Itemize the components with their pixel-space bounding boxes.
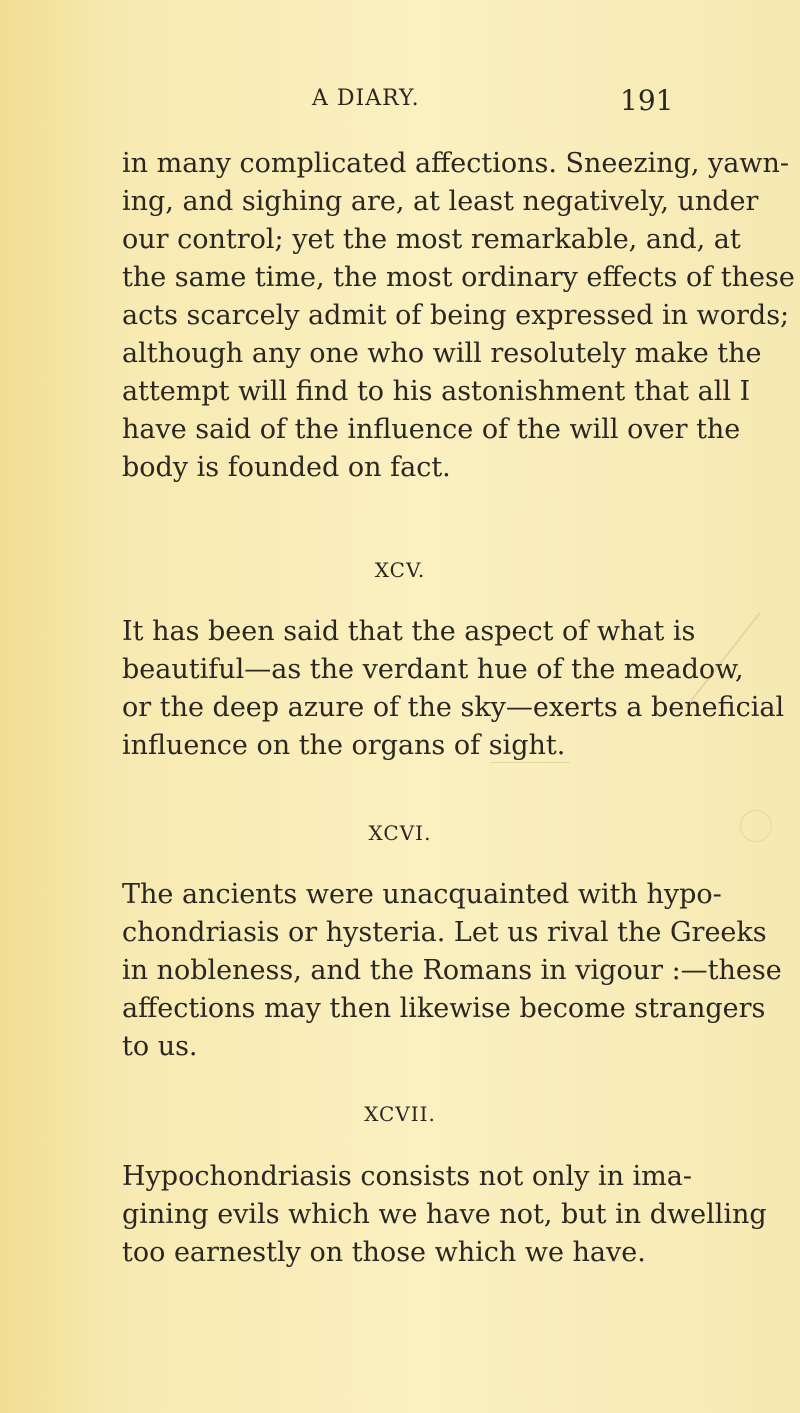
text-line: too earnestly on those which we have. [122,1237,646,1268]
text-line: influence on the organs of sight. [122,730,566,761]
text-line: chondriasis or hysteria. Let us rival the Greeks [122,917,767,948]
text-line: beautiful—as the verdant hue of the meadow, [122,654,744,685]
text-line: It has been said that the aspect of what is [122,616,696,647]
text-line: attempt will find to his astonishment that all I [122,376,751,407]
section-numeral-text: XCVII. [364,1102,436,1126]
section-numeral [0,558,800,582]
text-line: in many complicated affections. Sneezing, yawn- [122,148,790,179]
section-numeral [0,1102,800,1126]
text-line: to us. [122,1031,198,1062]
text-line: acts scarcely admit of being expressed in words; [122,300,790,331]
paper-stain [740,810,772,842]
text-line: Hypochondriasis consists not only in ima- [122,1161,693,1192]
text-line: body is founded on fact. [122,452,451,483]
paper-stain [490,762,570,763]
text-line: have said of the influence of the will over the [122,414,741,445]
section-numeral-text: XCV. [374,558,426,582]
text-line: our control; yet the most remarkable, and, at [122,224,741,255]
page-number: 191 [620,84,674,117]
text-line: in nobleness, and the Romans in vigour :—these [122,955,782,986]
section-numeral-text: XCVI. [368,821,432,845]
text-line: or the deep azure of the sky—exerts a beneficial [122,692,785,723]
page-header [0,84,800,124]
text-line: affections may then likewise become strangers [122,993,766,1024]
running-head: A DIARY. [312,86,420,111]
section-numeral [0,821,800,845]
text-line: the same time, the most ordinary effects of these [122,262,795,293]
text-line: The ancients were unacquainted with hypo- [122,879,722,910]
text-line: although any one who will resolutely make the [122,338,762,369]
text-line: gining evils which we have not, but in dwelling [122,1199,767,1230]
text-line: ing, and sighing are, at least negatively, under [122,186,759,217]
